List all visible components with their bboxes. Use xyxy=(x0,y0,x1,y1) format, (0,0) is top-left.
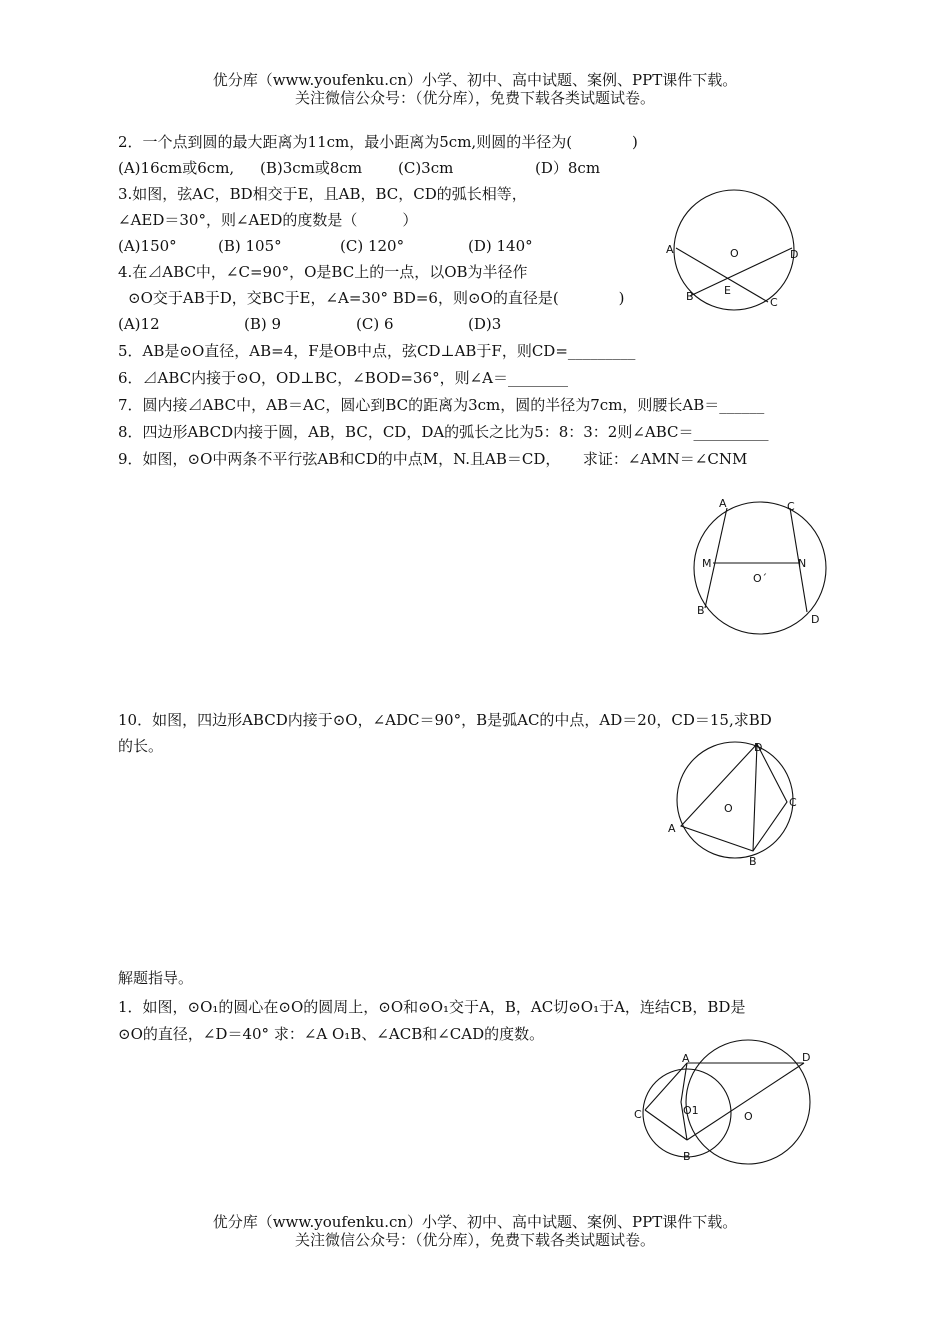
label-e: E xyxy=(724,284,731,297)
label-a: A xyxy=(719,497,727,510)
label-a: A xyxy=(682,1052,690,1065)
label-b: B xyxy=(749,855,757,868)
quadrilateral-abcd xyxy=(681,744,787,851)
circle-o xyxy=(677,742,793,858)
label-d: D xyxy=(754,741,763,754)
q9-text: 9．如图，⊙O中两条不平行弦AB和CD的中点M，N.且AB＝CD， 求证：∠AMN＝∠CNM xyxy=(118,450,748,468)
label-c: C xyxy=(787,500,795,513)
q4-option-b: (B) 9 xyxy=(244,315,282,333)
footer-line-1: 优分库（www.youfenku.cn）小学、初中、高中试题、案例、PPT课件下载。 xyxy=(212,1213,738,1231)
label-d: D xyxy=(811,613,820,626)
circle-o xyxy=(686,1040,810,1164)
q10-line-1: 10．如图，四边形ABCD内接于⊙O，∠ADC＝90°，B是弧AC的中点，AD＝20，CD＝15,求BD xyxy=(118,711,772,729)
guide-q1-line-1: 1．如图，⊙O₁的圆心在⊙O的圆周上，⊙O和⊙O₁交于A，B，AC切⊙O₁于A，连结CB，BD是 xyxy=(118,998,746,1016)
label-c: C xyxy=(770,296,778,309)
label-o: O xyxy=(744,1110,753,1123)
q4-line-2: ⊙O交于AB于D，交BC于E，∠A=30° BD=6，则⊙O的直径是( ) xyxy=(128,289,625,307)
q2-option-d: (D）8cm xyxy=(535,159,601,177)
label-a: A xyxy=(668,822,676,835)
q4-option-c: (C) 6 xyxy=(356,315,394,333)
q2-option-a: (A)16cm或6cm, xyxy=(118,159,235,177)
q3-option-a: (A)150° xyxy=(118,237,177,255)
diagonal-bd xyxy=(753,744,757,851)
label-c: C xyxy=(634,1108,642,1121)
q3-option-d: (D) 140° xyxy=(468,237,533,255)
segment-cb xyxy=(645,1110,687,1140)
label-a: A xyxy=(666,243,674,256)
q10-line-2: 的长。 xyxy=(118,737,164,755)
q3-line-1: 3.如图，弦AC，BD相交于E，且AB，BC，CD的弧长相等， xyxy=(118,185,527,203)
q4-option-a: (A)12 xyxy=(118,315,160,333)
label-d: D xyxy=(790,248,799,261)
footer-line-2: 关注微信公众号：（优分库），免费下载各类试题试卷。 xyxy=(294,1231,655,1249)
q3-option-c: (C) 120° xyxy=(340,237,405,255)
q2-stem: 2．一个点到圆的最大距离为11cm，最小距离为5cm,则圆的半径为( ) xyxy=(118,133,638,151)
figure-two-circles xyxy=(630,1036,830,1166)
label-m: M xyxy=(702,557,712,570)
figure-equal-chords xyxy=(685,490,840,640)
q3-option-b: (B) 105° xyxy=(218,237,282,255)
guide-q1-line-2: ⊙O的直径，∠D＝40° 求：∠A O₁B、∠ACB和∠CAD的度数。 xyxy=(118,1025,545,1043)
q3-line-2: ∠AED＝30°，则∠AED的度数是（ ） xyxy=(118,211,418,229)
label-b: B xyxy=(686,290,694,303)
q2-option-b: (B)3cm或8cm xyxy=(260,159,363,177)
label-b: B xyxy=(697,604,705,617)
chord-bd xyxy=(690,248,792,296)
diameter-bd xyxy=(687,1063,804,1140)
header-line-2: 关注微信公众号：（优分库），免费下载各类试题试卷。 xyxy=(294,89,655,107)
label-b: B xyxy=(683,1150,691,1163)
q2-option-c: (C)3cm xyxy=(398,159,454,177)
figure-chords-intersect xyxy=(660,190,820,315)
label-d: D xyxy=(802,1051,811,1064)
figure-cyclic-quadrilateral xyxy=(665,738,815,868)
label-o1: O1 xyxy=(683,1104,699,1117)
q4-option-d: (D)3 xyxy=(468,315,502,333)
q6-text: 6．⊿ABC内接于⊙O，OD⊥BC，∠BOD=36°，则∠A＝________ xyxy=(118,369,568,387)
label-n: N xyxy=(798,557,807,570)
guide-title: 解题指导。 xyxy=(118,969,194,987)
label-o: O´ xyxy=(753,572,768,585)
label-o: O xyxy=(730,247,739,260)
q4-line-1: 4.在⊿ABC中，∠C=90°，O是BC上的一点，以OB为半径作 xyxy=(118,263,528,281)
q5-text: 5．AB是⊙O直径，AB=4，F是OB中点，弦CD⊥AB于F，则CD=_________ xyxy=(118,342,636,360)
label-c: C xyxy=(789,796,797,809)
q7-text: 7．圆内接⊿ABC中，AB＝AC，圆心到BC的距离为3cm，圆的半径为7cm，则腰长AB＝______ xyxy=(118,396,765,414)
header-line-1: 优分库（www.youfenku.cn）小学、初中、高中试题、案例、PPT课件下载。 xyxy=(212,71,738,89)
label-o: O xyxy=(724,802,733,815)
q8-text: 8．四边形ABCD内接于圆，AB，BC，CD，DA的弧长之比为5：8：3：2则∠ABC＝__________ xyxy=(118,423,769,441)
